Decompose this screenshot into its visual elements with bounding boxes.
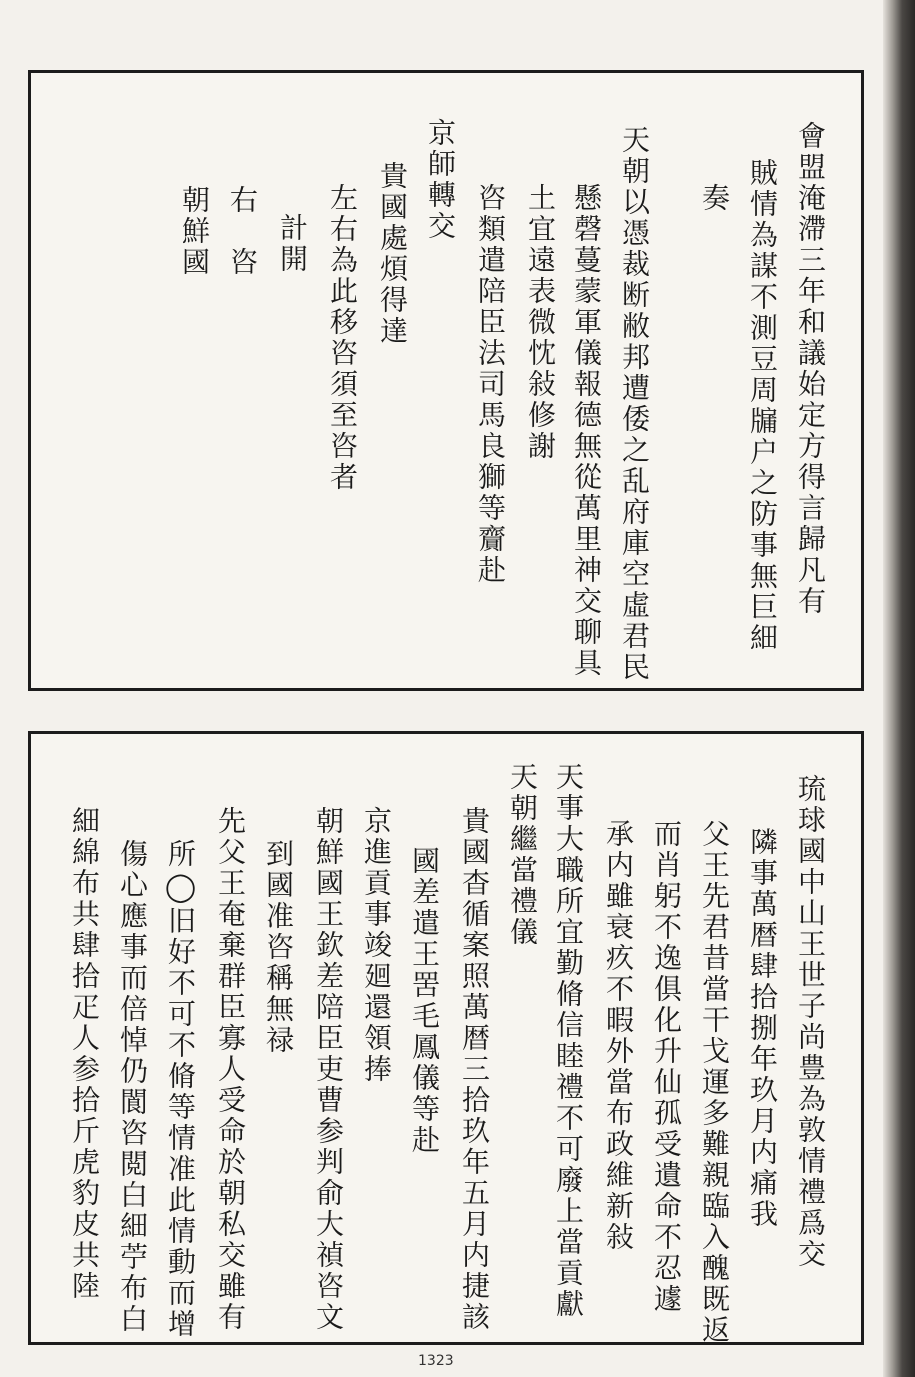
text-column: 會盟淹滯三年和議始定方得言歸凡有 [794, 121, 827, 617]
text-column: 朝鮮國 [178, 185, 211, 278]
text-column: 父王先君昔當干戈運多難親臨入醜既返 [698, 819, 731, 1346]
text-column: 細綿布共肆拾疋人参拾斤虎豹皮共陸 [68, 806, 101, 1302]
text-column: 懸磬蔓蒙軍儀報德無從萬里神交聊具 [570, 183, 603, 679]
text-column: 右 咨 [226, 185, 259, 278]
text-column: 計開 [276, 213, 309, 275]
text-column: 隣事萬暦肆拾捌年玖月内痛我 [746, 827, 779, 1230]
text-column: 天事大職所宜勤脩信睦禮不可廢上當貢獻 [552, 762, 585, 1320]
text-column: 先父王奄棄群臣寡人受命於朝私交雖有 [214, 806, 247, 1333]
text-column: 貴國處煩得達 [376, 161, 409, 347]
text-column: 傷心應事而倍悼仍閬咨閲白細苧布白 [116, 839, 149, 1335]
text-column: 京師轉交 [424, 118, 457, 242]
bottom-document-panel [28, 731, 864, 1345]
page-number: 1323 [418, 1353, 454, 1369]
text-column: 左右為此移咨須至咨者 [326, 183, 359, 493]
text-column: 天朝繼當禮儀 [506, 762, 539, 948]
text-column: 貴國杳循案照萬暦三拾玖年五月内捷該 [458, 806, 491, 1333]
text-column: 京進貢事竣廻還領捧 [360, 806, 393, 1085]
text-column: 咨類遣陪臣法司馬良獅等齎赴 [474, 183, 507, 586]
text-column: 琉球國中山王世子尚豊為敦情禮爲交 [794, 774, 827, 1270]
text-column: 承内雖衰疚不暇外當布政維新敍 [602, 819, 635, 1253]
text-column: 奏 [698, 183, 731, 214]
text-column: 天朝以憑裁断敝邦遭倭之乱府庫空虛君民 [618, 125, 651, 683]
top-document-panel [28, 70, 864, 691]
text-column: 所◯旧好不可不脩等情准此情動而增 [164, 839, 197, 1340]
text-column: 到國准咨稱無禄 [262, 839, 295, 1056]
text-column: 土宜遠表微忱敍修謝 [524, 183, 557, 462]
text-column: 朝鮮國王欽差陪臣吏曹参判俞大禎咨文 [312, 806, 345, 1333]
text-column: 國差遣王罟毛鳳儀等赴 [408, 846, 441, 1156]
text-column: 賊情為謀不測豆周牖户之防事無巨細 [746, 158, 779, 654]
book-binding-shadow [883, 0, 915, 1377]
text-column: 而肖躬不逸俱化升仙孤受遺命不忍遽 [650, 819, 683, 1315]
